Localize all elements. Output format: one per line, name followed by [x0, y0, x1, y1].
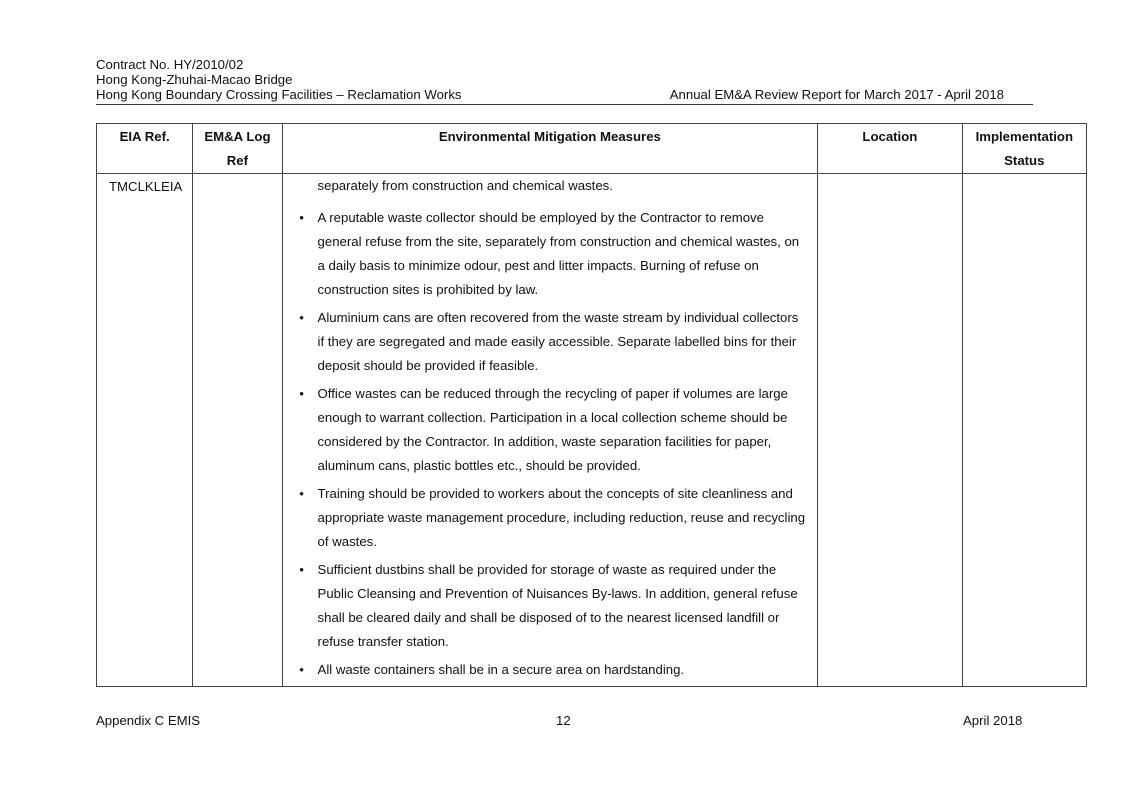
list-item: • Sufficient dustbins shall be provided for storage of waste as required under the Public Cleansing and Prevention of Nuisances By-laws. In addition, general refuse shall be cleared daily and shall be disposed of to the nearest licensed landfill or refuse transfer station. [318, 558, 808, 654]
project-name: Hong Kong-Zhuhai-Macao Bridge [96, 72, 293, 87]
col-location [818, 124, 962, 174]
list-item: • Aluminium cans are often recovered from the waste stream by individual collectors if they are segregated and made easily accessible. Separate labelled bins for their deposit should be provided if feasible. [318, 306, 808, 378]
emis-table [96, 123, 1087, 687]
list-item: • All waste containers shall be in a secure area on hardstanding. [318, 658, 808, 682]
status-cell [962, 174, 1086, 687]
col-ema-log-ref [193, 124, 282, 174]
measure-lead-text: separately from construction and chemical wastes. [317, 178, 613, 193]
table-header-row [97, 124, 1087, 174]
bullet-icon: • [299, 486, 304, 501]
bullet-icon: • [299, 662, 304, 677]
list-item: • Training should be provided to workers about the concepts of site cleanliness and appropriate waste management procedure, including reduction, reuse and recycling of wastes. [318, 482, 808, 554]
bullet-icon: • [299, 210, 304, 225]
col-measures [282, 124, 818, 174]
works-name: Hong Kong Boundary Crossing Facilities – Reclamation Works [96, 87, 462, 102]
col-eia-ref [97, 124, 193, 174]
location-cell [818, 174, 962, 687]
report-title: Annual EM&A Review Report for March 2017 - April 2018 [669, 87, 1004, 102]
col-location-label: Location [862, 129, 918, 144]
contract-number: Contract No. HY/2010/02 [96, 57, 244, 72]
page-number: 12 [556, 713, 571, 728]
col-measures-label: Environmental Mitigation Measures [438, 129, 661, 144]
table-row [97, 174, 1087, 687]
footer-appendix: Appendix C EMIS [96, 713, 201, 728]
measures-cell [282, 174, 818, 687]
col-ema-log-label-2: Ref [226, 153, 249, 168]
col-status-label-2: Status [1004, 153, 1045, 168]
col-status-label-1: Implementation [975, 129, 1074, 144]
bullet-icon: • [299, 310, 304, 325]
page-header [96, 57, 1032, 102]
list-item: • Office wastes can be reduced through the recycling of paper if volumes are large enough to warrant collection. Participation in a local collection scheme should be considered by the Contractor. In addition, waste separation facilities for paper, aluminum cans, plastic bottles etc., should be provided. [318, 382, 808, 478]
footer-date: April 2018 [963, 713, 1023, 728]
ema-log-ref-cell [193, 174, 282, 687]
col-eia-ref-label: EIA Ref. [119, 129, 170, 144]
col-ema-log-label-1: EM&A Log [204, 129, 271, 144]
col-status [962, 124, 1086, 174]
bullet-icon: • [299, 386, 304, 401]
list-item: • A reputable waste collector should be employed by the Contractor to remove general refuse from the site, separately from construction and chemical wastes, on a daily basis to minimize odour, pest and litter impacts. Burning of refuse on construction sites is prohibited by law. [318, 206, 808, 302]
measures-list [299, 206, 808, 682]
eia-ref-cell: TMCLKLEIA [97, 174, 193, 687]
bullet-icon: • [299, 562, 304, 577]
header-rule [96, 104, 1033, 105]
